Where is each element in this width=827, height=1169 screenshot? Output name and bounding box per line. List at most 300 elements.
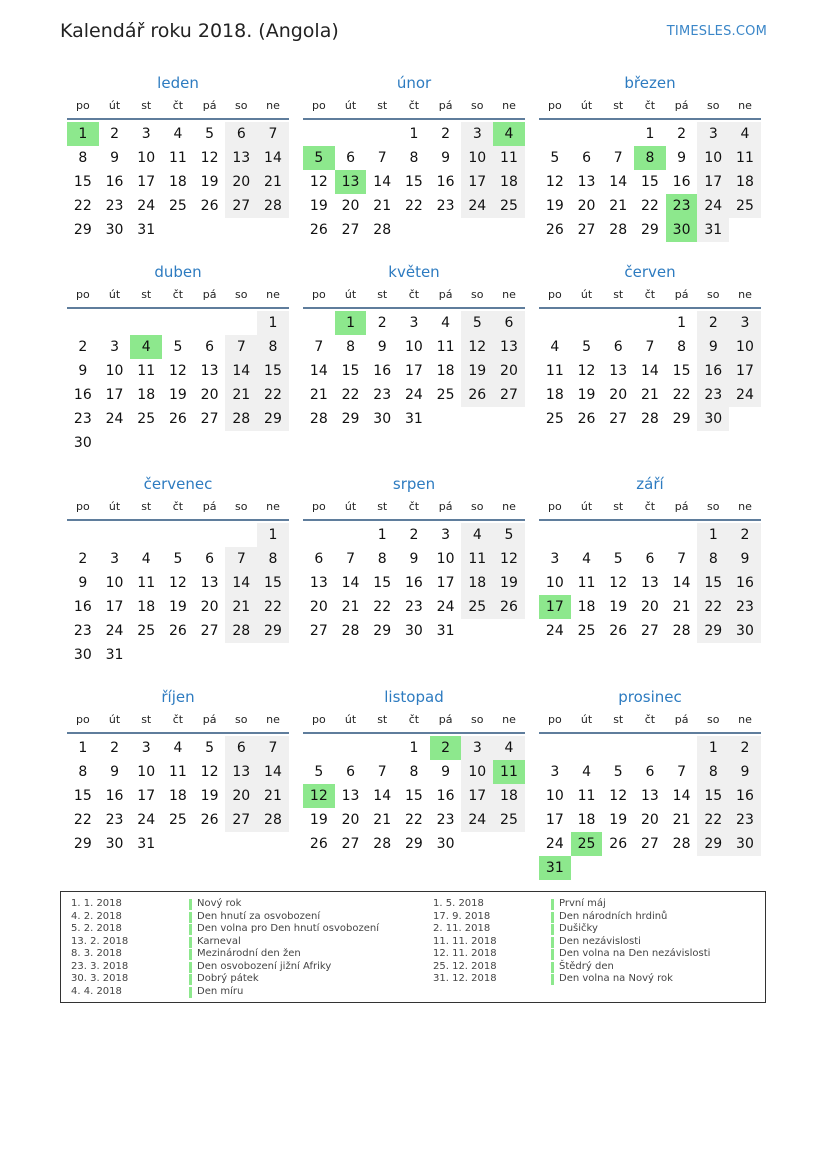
empty-day-cell (493, 619, 525, 643)
empty-day-cell (539, 523, 571, 547)
day-cell: 20 (309, 599, 328, 615)
weekday-label: st (377, 713, 388, 726)
weekday-label: po (75, 500, 90, 513)
month-block (303, 684, 525, 856)
holiday-day-cell: 30 (666, 218, 698, 242)
day-cell: 5 (173, 551, 183, 567)
legend-color-marker (551, 912, 554, 923)
day-cell: 19 (577, 387, 596, 403)
legend-color-marker (189, 974, 192, 985)
day-cell: 28 (640, 411, 659, 427)
legend-row (433, 948, 710, 961)
week-row (67, 736, 289, 760)
day-cell: 8 (697, 547, 729, 571)
day-cell: 28 (609, 222, 628, 238)
day-cell: 26 (309, 836, 328, 852)
day-cell: 10 (545, 575, 564, 591)
day-cell: 6 (346, 150, 355, 166)
day-cell: 23 (404, 599, 423, 615)
weekday-header (303, 285, 525, 305)
weekday-label: pá (438, 500, 453, 513)
day-cell: 14 (672, 575, 691, 591)
day-cell: 1 (78, 740, 88, 756)
empty-day-cell (398, 218, 430, 242)
day-cell: 16 (729, 571, 761, 595)
day-cell: 12 (609, 575, 628, 591)
legend-color-marker (551, 924, 554, 935)
week-row (67, 595, 289, 619)
day-cell: 19 (461, 359, 493, 383)
day-cell: 30 (73, 435, 92, 451)
day-cell: 23 (105, 198, 124, 214)
legend-date: 4. 4. 2018 (71, 985, 122, 997)
day-cell: 7 (346, 551, 355, 567)
legend-row (433, 973, 710, 986)
holiday-legend (60, 891, 766, 1003)
holiday-day-cell: 2 (430, 736, 462, 760)
day-cell: 26 (545, 222, 564, 238)
empty-day-cell (162, 523, 194, 547)
day-cell: 17 (137, 788, 156, 804)
empty-day-cell (666, 736, 698, 760)
day-cell: 12 (545, 174, 564, 190)
empty-day-cell (493, 218, 525, 242)
day-cell: 28 (257, 808, 289, 832)
header-divider (303, 118, 525, 120)
day-cell: 17 (105, 599, 124, 615)
day-cell: 18 (461, 571, 493, 595)
day-cell: 24 (697, 194, 729, 218)
weekday-label: so (235, 288, 248, 301)
week-row (67, 383, 289, 407)
holiday-day-cell: 4 (493, 122, 525, 146)
day-cell: 5 (493, 523, 525, 547)
day-cell: 7 (377, 150, 387, 166)
empty-day-cell (729, 856, 761, 880)
day-cell: 4 (550, 339, 560, 355)
weekday-label: čt (644, 713, 656, 726)
legend-holiday-name: Štědrý den (559, 960, 614, 972)
week-row (67, 523, 289, 547)
week-row (539, 808, 761, 832)
week-row (539, 736, 761, 760)
weekday-label: so (471, 713, 484, 726)
day-cell: 29 (640, 222, 659, 238)
day-cell: 31 (105, 647, 124, 663)
weekday-label: st (377, 500, 388, 513)
week-row (539, 146, 761, 170)
day-cell: 4 (493, 736, 525, 760)
day-cell: 5 (205, 126, 215, 142)
day-cell: 16 (73, 387, 92, 403)
empty-day-cell (729, 407, 761, 431)
day-cell: 22 (404, 198, 423, 214)
day-cell: 13 (577, 174, 596, 190)
weekday-label: út (108, 99, 121, 112)
day-cell: 30 (436, 836, 455, 852)
month-name: červen (624, 263, 676, 281)
header-divider (539, 307, 761, 309)
empty-day-cell (162, 832, 194, 856)
week-row (303, 619, 525, 643)
month-name: srpen (392, 475, 436, 493)
day-cell: 8 (409, 764, 419, 780)
day-cell: 24 (461, 808, 493, 832)
weekday-label: pá (438, 99, 453, 112)
day-cell: 20 (640, 599, 659, 615)
day-cell: 16 (436, 788, 455, 804)
day-cell: 8 (677, 339, 687, 355)
empty-day-cell (335, 523, 367, 547)
day-cell: 6 (225, 736, 257, 760)
weekday-label: so (235, 500, 248, 513)
day-cell: 9 (78, 363, 88, 379)
day-cell: 9 (377, 339, 387, 355)
legend-holiday-name: První máj (559, 898, 606, 909)
day-cell: 10 (137, 150, 156, 166)
legend-color-marker (189, 924, 192, 935)
day-cell: 12 (200, 764, 219, 780)
week-row (303, 170, 525, 194)
legend-color-marker (189, 912, 192, 923)
day-cell: 27 (200, 411, 219, 427)
day-cell: 30 (105, 222, 124, 238)
holiday-day-cell: 23 (666, 194, 698, 218)
day-cell: 18 (729, 170, 761, 194)
month-block (303, 471, 525, 643)
weekday-label: st (141, 99, 152, 112)
legend-date: 30. 3. 2018 (71, 973, 129, 984)
empty-day-cell (225, 523, 257, 547)
weekday-header (539, 285, 761, 305)
day-cell: 11 (729, 146, 761, 170)
day-cell: 2 (697, 311, 729, 335)
weekday-label: čt (172, 99, 184, 112)
holiday-day-cell: 4 (130, 335, 162, 359)
day-cell: 5 (173, 339, 183, 355)
day-cell: 18 (168, 174, 187, 190)
week-row (303, 760, 525, 784)
week-row (303, 547, 525, 571)
day-cell: 20 (225, 784, 257, 808)
day-cell: 16 (73, 599, 92, 615)
day-cell: 4 (582, 551, 591, 567)
empty-day-cell (162, 643, 194, 667)
week-row (67, 335, 289, 359)
weekday-label: čt (408, 288, 420, 301)
day-cell: 15 (404, 788, 423, 804)
day-cell: 6 (205, 551, 215, 567)
empty-day-cell (571, 856, 603, 880)
day-cell: 26 (493, 595, 525, 619)
day-cell: 18 (493, 784, 525, 808)
empty-day-cell (194, 643, 226, 667)
week-row (539, 335, 761, 359)
day-cell: 22 (73, 812, 92, 828)
empty-day-cell (602, 856, 634, 880)
month-name: říjen (161, 688, 195, 706)
day-cell: 26 (577, 411, 596, 427)
week-row (539, 784, 761, 808)
legend-row (71, 898, 379, 911)
empty-day-cell (493, 832, 525, 856)
weekday-label: ne (502, 288, 516, 301)
day-cell: 11 (168, 150, 187, 166)
week-row (303, 335, 525, 359)
day-cell: 4 (461, 523, 493, 547)
weekday-header (67, 285, 289, 305)
day-cell: 13 (225, 146, 257, 170)
header-divider (67, 519, 289, 521)
legend-row (433, 936, 710, 949)
day-cell: 16 (105, 788, 124, 804)
day-cell: 14 (257, 760, 289, 784)
week-row (539, 523, 761, 547)
day-cell: 5 (582, 339, 591, 355)
day-cell: 2 (110, 126, 119, 142)
day-cell: 5 (613, 551, 623, 567)
day-cell: 29 (73, 836, 92, 852)
empty-day-cell (225, 431, 257, 455)
holiday-day-cell: 1 (67, 122, 99, 146)
week-row (303, 571, 525, 595)
day-cell: 21 (257, 784, 289, 808)
day-cell: 4 (441, 315, 451, 331)
day-cell: 18 (168, 788, 187, 804)
day-cell: 14 (373, 788, 392, 804)
weekday-label: po (311, 99, 326, 112)
day-cell: 21 (257, 170, 289, 194)
weekday-header (303, 710, 525, 730)
day-cell: 15 (640, 174, 659, 190)
weekday-label: ne (266, 713, 280, 726)
weekday-label: pá (674, 99, 689, 112)
week-row (67, 808, 289, 832)
empty-day-cell (225, 832, 257, 856)
week-row (67, 760, 289, 784)
legend-color-marker (551, 937, 554, 948)
day-cell: 12 (168, 575, 187, 591)
weekday-header (303, 96, 525, 116)
day-cell: 13 (341, 788, 360, 804)
day-cell: 9 (110, 764, 119, 780)
day-cell: 26 (609, 623, 628, 639)
weekday-label: po (311, 713, 326, 726)
day-cell: 2 (78, 339, 88, 355)
week-row (67, 218, 289, 242)
legend-column-right (433, 898, 710, 986)
week-row (67, 122, 289, 146)
legend-holiday-name: Den volna pro Den hnutí osvobození (197, 923, 379, 934)
day-cell: 6 (314, 551, 324, 567)
day-cell: 12 (493, 547, 525, 571)
day-cell: 17 (404, 363, 423, 379)
day-cell: 10 (436, 551, 455, 567)
legend-color-marker (551, 962, 554, 973)
day-cell: 15 (73, 174, 92, 190)
empty-day-cell (602, 523, 634, 547)
legend-row (433, 923, 710, 936)
legend-date: 5. 2. 2018 (71, 923, 122, 934)
day-cell: 1 (409, 126, 419, 142)
day-cell: 21 (373, 198, 392, 214)
day-cell: 14 (672, 788, 691, 804)
month-name: listopad (384, 688, 444, 706)
weekday-label: st (377, 99, 388, 112)
month-block (539, 70, 761, 242)
weekday-label: pá (202, 500, 217, 513)
header-divider (303, 732, 525, 734)
legend-holiday-name: Den osvobození jižní Afriky (197, 960, 332, 972)
day-cell: 21 (672, 599, 691, 615)
day-cell: 28 (341, 623, 360, 639)
empty-day-cell (366, 122, 398, 146)
day-cell: 28 (309, 411, 328, 427)
week-row (303, 523, 525, 547)
day-cell: 10 (461, 760, 493, 784)
week-row (539, 760, 761, 784)
week-row (539, 194, 761, 218)
day-cell: 16 (672, 174, 691, 190)
weekday-label: pá (674, 500, 689, 513)
day-cell: 17 (137, 174, 156, 190)
day-cell: 25 (493, 808, 525, 832)
day-cell: 3 (461, 122, 493, 146)
day-cell: 22 (257, 595, 289, 619)
legend-date: 1. 1. 2018 (71, 898, 122, 909)
day-cell: 14 (341, 575, 360, 591)
day-cell: 25 (729, 194, 761, 218)
month-block (67, 471, 289, 667)
legend-holiday-name: Den volna na Nový rok (559, 973, 673, 984)
day-cell: 5 (205, 740, 215, 756)
weekday-label: čt (172, 288, 184, 301)
legend-date: 12. 11. 2018 (433, 948, 497, 959)
day-cell: 24 (436, 599, 455, 615)
legend-color-marker (189, 899, 192, 910)
day-cell: 17 (461, 784, 493, 808)
day-cell: 14 (609, 174, 628, 190)
week-row (539, 595, 761, 619)
day-cell: 30 (404, 623, 423, 639)
day-cell: 3 (141, 126, 151, 142)
day-cell: 12 (461, 335, 493, 359)
day-cell: 19 (309, 198, 328, 214)
day-cell: 30 (105, 836, 124, 852)
holiday-day-cell: 17 (539, 595, 571, 619)
weekday-label: po (547, 713, 562, 726)
empty-day-cell (130, 643, 162, 667)
empty-day-cell (303, 523, 335, 547)
weekday-label: st (613, 288, 624, 301)
day-cell: 1 (645, 126, 655, 142)
legend-holiday-name: Den míru (197, 985, 244, 997)
day-cell: 29 (373, 623, 392, 639)
empty-day-cell (602, 122, 634, 146)
day-cell: 1 (377, 527, 387, 543)
day-cell: 13 (225, 760, 257, 784)
day-cell: 27 (640, 623, 659, 639)
day-cell: 28 (373, 836, 392, 852)
day-cell: 9 (441, 764, 451, 780)
day-cell: 27 (225, 808, 257, 832)
day-cell: 27 (225, 194, 257, 218)
day-cell: 2 (377, 315, 387, 331)
day-cell: 27 (493, 383, 525, 407)
day-cell: 7 (645, 339, 655, 355)
day-cell: 26 (168, 411, 187, 427)
day-cell: 18 (577, 599, 596, 615)
weekday-header (539, 710, 761, 730)
empty-day-cell (194, 218, 226, 242)
empty-day-cell (162, 218, 194, 242)
weekday-label: út (580, 713, 593, 726)
day-cell: 3 (409, 315, 419, 331)
legend-date: 13. 2. 2018 (71, 935, 129, 947)
day-cell: 10 (545, 788, 564, 804)
legend-color-marker (551, 899, 554, 910)
day-cell: 26 (461, 383, 493, 407)
empty-day-cell (461, 218, 493, 242)
week-row (67, 311, 289, 335)
day-cell: 22 (257, 383, 289, 407)
weekday-label: so (707, 288, 720, 301)
day-cell: 29 (697, 832, 729, 856)
day-cell: 16 (729, 784, 761, 808)
brand-link[interactable]: TIMESLES.COM (666, 24, 767, 39)
day-cell: 8 (257, 335, 289, 359)
day-cell: 7 (314, 339, 324, 355)
empty-day-cell (634, 311, 666, 335)
legend-holiday-name: Den národních hrdinů (559, 910, 668, 922)
legend-color-marker (551, 974, 554, 985)
legend-date: 17. 9. 2018 (433, 910, 491, 922)
weekday-label: út (344, 288, 357, 301)
weekday-label: ne (266, 99, 280, 112)
day-cell: 22 (373, 599, 392, 615)
week-row (539, 122, 761, 146)
day-cell: 8 (697, 760, 729, 784)
week-row (303, 595, 525, 619)
day-cell: 24 (729, 383, 761, 407)
month-name: duben (154, 263, 202, 281)
day-cell: 17 (697, 170, 729, 194)
empty-day-cell (430, 407, 462, 431)
weekday-label: út (108, 288, 121, 301)
empty-day-cell (67, 523, 99, 547)
header-divider (539, 732, 761, 734)
week-row (67, 407, 289, 431)
day-cell: 12 (200, 150, 219, 166)
month-block (539, 471, 761, 643)
month-name: květen (388, 263, 440, 281)
weekday-label: so (235, 713, 248, 726)
holiday-day-cell: 1 (335, 311, 367, 335)
day-cell: 21 (640, 387, 659, 403)
weekday-label: ne (266, 288, 280, 301)
day-cell: 26 (309, 222, 328, 238)
day-cell: 10 (105, 363, 124, 379)
day-cell: 14 (257, 146, 289, 170)
empty-day-cell (130, 431, 162, 455)
legend-row (71, 961, 379, 974)
holiday-day-cell: 12 (303, 784, 335, 808)
weekday-header (67, 710, 289, 730)
weekday-label: út (580, 99, 593, 112)
day-cell: 2 (110, 740, 119, 756)
empty-day-cell (257, 643, 289, 667)
day-cell: 15 (697, 784, 729, 808)
